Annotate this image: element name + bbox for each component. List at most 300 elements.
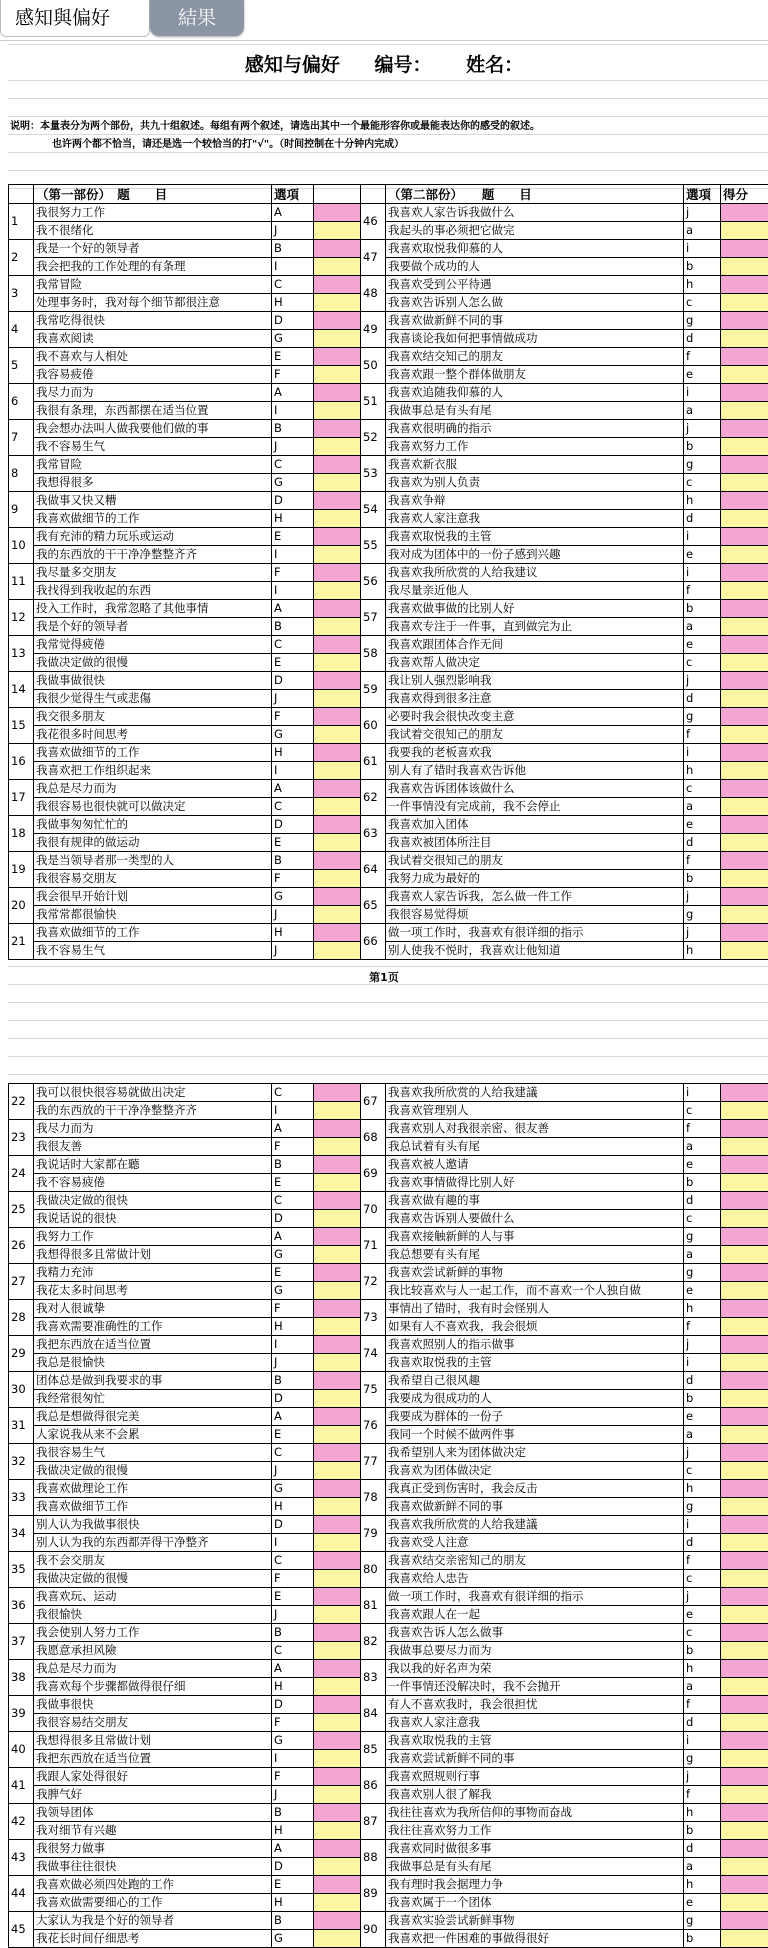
answer-cell[interactable] [721,780,768,798]
answer-cell[interactable] [721,1696,768,1714]
question-number: 31 [9,1408,34,1444]
answer-cell[interactable] [721,1822,768,1840]
answer-cell[interactable] [721,852,768,870]
answer-cell[interactable] [314,1480,361,1498]
answer-cell[interactable] [721,924,768,942]
option-code: a [684,1426,721,1444]
answer-cell[interactable] [314,924,361,942]
option-code: G [272,1732,314,1750]
answer-cell[interactable] [314,1732,361,1750]
option-code: e [684,816,721,834]
answer-cell[interactable] [314,1588,361,1606]
answer-cell[interactable] [314,1696,361,1714]
statement-d: 我喜欢努力工作 [386,438,684,456]
answer-cell[interactable] [314,420,361,438]
answer-cell[interactable] [721,1858,768,1876]
question-row [9,1930,768,1948]
answer-cell[interactable] [721,1444,768,1462]
answer-cell[interactable] [314,312,361,330]
answer-cell[interactable] [314,816,361,834]
answer-cell[interactable] [314,204,361,222]
answer-cell[interactable] [721,1318,768,1336]
answer-cell[interactable] [721,1714,768,1732]
answer-cell[interactable] [314,744,361,762]
answer-cell[interactable] [721,1624,768,1642]
question-number: 3 [9,276,34,312]
question-number: 9 [9,492,34,528]
answer-cell[interactable] [314,1912,361,1930]
answer-cell[interactable] [314,1390,361,1408]
answer-cell[interactable] [314,564,361,582]
option-code: H [272,1498,314,1516]
answer-cell[interactable] [721,1102,768,1120]
question-number: 77 [361,1444,386,1480]
option-code: B [272,1372,314,1390]
statement-d: 我喜谈论我如何把事情做成功 [386,330,684,348]
answer-cell[interactable] [721,456,768,474]
answer-cell[interactable] [721,888,768,906]
answer-cell[interactable] [721,1192,768,1210]
answer-cell[interactable] [314,1156,361,1174]
option-code: f [684,582,721,600]
answer-cell[interactable] [314,1876,361,1894]
option-code: h [684,942,721,960]
question-number: 23 [9,1120,34,1156]
statement-a: 我常觉得疲倦 [34,636,272,654]
answer-cell[interactable] [314,1300,361,1318]
statement-a: 我把东西放在适当位置 [34,1336,272,1354]
question-row [9,690,768,708]
question-number: 82 [361,1624,386,1660]
question-number: 63 [361,816,386,852]
answer-cell[interactable] [314,1858,361,1876]
option-code: c [684,780,721,798]
question-number: 66 [361,924,386,960]
question-row [9,582,768,600]
statement-b: 我脾气好 [34,1786,272,1804]
answer-cell[interactable] [721,654,768,672]
answer-cell[interactable] [314,1228,361,1246]
answer-cell[interactable] [314,1660,361,1678]
question-row [9,1480,768,1498]
answer-cell[interactable] [314,1516,361,1534]
statement-a: 我很努力做事 [34,1840,272,1858]
question-row [9,1534,768,1552]
answer-cell[interactable] [721,1678,768,1696]
instructions-line2: 也许两个都不恰当，请还是选一个较恰当的打"√"。（时间控制在十分钟内完成） [52,135,404,150]
answer-cell[interactable] [314,402,361,420]
answer-cell[interactable] [721,1174,768,1192]
answer-cell[interactable] [314,1174,361,1192]
answer-cell[interactable] [314,654,361,672]
answer-cell[interactable] [314,1750,361,1768]
header-part2: （第二部份） 题 目 [386,185,684,204]
answer-cell[interactable] [314,618,361,636]
answer-cell[interactable] [314,708,361,726]
answer-cell[interactable] [314,294,361,312]
answer-cell[interactable] [314,1930,361,1948]
answer-cell[interactable] [314,1642,361,1660]
statement-a: 我有充沛的精力玩乐或运动 [34,528,272,546]
answer-cell[interactable] [721,1516,768,1534]
answer-cell[interactable] [314,636,361,654]
answer-cell[interactable] [314,1444,361,1462]
answer-cell[interactable] [314,1102,361,1120]
answer-cell[interactable] [314,438,361,456]
answer-cell[interactable] [314,510,361,528]
option-code: G [272,726,314,744]
statement-b: 我愿意承担风險 [34,1642,272,1660]
option-code: d [684,834,721,852]
question-number: 38 [9,1660,34,1696]
answer-cell[interactable] [314,1678,361,1696]
option-code: B [272,420,314,438]
answer-cell[interactable] [721,1210,768,1228]
answer-cell[interactable] [314,1120,361,1138]
statement-b: 我不容易疲倦 [34,1174,272,1192]
answer-cell[interactable] [314,1282,361,1300]
answer-cell[interactable] [721,1426,768,1444]
answer-cell[interactable] [721,672,768,690]
tab-perception-preference[interactable]: 感知與偏好 [0,0,150,37]
question-row [9,492,768,510]
statement-d: 我试着交很知己的朋友 [386,726,684,744]
question-row [9,1732,768,1750]
statement-c: 我喜欢争辩 [386,492,684,510]
instructions-line1: 说明：本量表分为两个部份，共九十组叙述。每组有两个叙述，请选出其中一个最能形容你或最能表达你的感受的叙述。 [10,117,540,132]
answer-cell[interactable] [314,1534,361,1552]
answer-cell[interactable] [721,816,768,834]
answer-cell[interactable] [314,474,361,492]
statement-a: 我会想办法叫人做我要他们做的事 [34,420,272,438]
option-code: a [684,402,721,420]
answer-cell[interactable] [314,1246,361,1264]
answer-cell[interactable] [721,1750,768,1768]
answer-cell[interactable] [314,942,361,960]
answer-cell[interactable] [721,312,768,330]
answer-cell[interactable] [314,852,361,870]
option-code: b [684,1390,721,1408]
answer-cell[interactable] [314,240,361,258]
option-code: j [684,204,721,222]
answer-cell[interactable] [721,906,768,924]
answer-cell[interactable] [314,834,361,852]
statement-d: 我比较喜欢与人一起工作，而不喜欢一个人独自做 [386,1282,684,1300]
option-code: g [684,1912,721,1930]
option-code: D [272,492,314,510]
answer-cell[interactable] [314,1606,361,1624]
statement-c: 我喜欢告诉团体该做什么 [386,780,684,798]
answer-cell[interactable] [721,510,768,528]
statement-d: 我喜欢事情做得比别人好 [386,1174,684,1192]
answer-cell[interactable] [721,1138,768,1156]
option-code: d [684,690,721,708]
answer-cell[interactable] [721,492,768,510]
answer-cell[interactable] [314,1840,361,1858]
answer-cell[interactable] [314,1822,361,1840]
answer-cell[interactable] [721,1534,768,1552]
question-number: 44 [9,1876,34,1912]
statement-b: 我很有条理，东西都摆在适当位置 [34,402,272,420]
answer-cell[interactable] [314,1894,361,1912]
answer-cell[interactable] [314,1552,361,1570]
answer-cell[interactable] [721,798,768,816]
question-number: 15 [9,708,34,744]
answer-cell[interactable] [721,690,768,708]
option-code: c [684,654,721,672]
answer-cell[interactable] [721,1480,768,1498]
answer-cell[interactable] [314,582,361,600]
answer-cell[interactable] [721,528,768,546]
option-code: I [272,1534,314,1552]
answer-cell[interactable] [314,456,361,474]
answer-cell[interactable] [314,1498,361,1516]
answer-cell[interactable] [721,1876,768,1894]
answer-cell[interactable] [721,1642,768,1660]
statement-d: 我喜欢人家注意我 [386,510,684,528]
answer-cell[interactable] [314,276,361,294]
answer-cell[interactable] [721,276,768,294]
answer-cell[interactable] [314,1768,361,1786]
answer-cell[interactable] [314,906,361,924]
answer-cell[interactable] [721,1588,768,1606]
answer-cell[interactable] [721,1408,768,1426]
option-code: e [684,1156,721,1174]
statement-c: 我喜欢结交知己的朋友 [386,348,684,366]
option-code: F [272,1714,314,1732]
answer-cell[interactable] [721,1264,768,1282]
answer-cell[interactable] [721,1606,768,1624]
statement-a: 我是一个好的领导者 [34,240,272,258]
answer-cell[interactable] [721,1282,768,1300]
answer-cell[interactable] [721,582,768,600]
option-code: d [684,1372,721,1390]
answer-cell[interactable] [721,366,768,384]
answer-cell[interactable] [721,870,768,888]
answer-cell[interactable] [314,798,361,816]
answer-cell[interactable] [721,1300,768,1318]
answer-cell[interactable] [314,1210,361,1228]
form-title-row [0,50,768,80]
answer-cell[interactable] [721,240,768,258]
answer-cell[interactable] [721,1390,768,1408]
answer-cell[interactable] [721,618,768,636]
answer-cell[interactable] [721,726,768,744]
answer-cell[interactable] [721,1768,768,1786]
question-row [9,1264,768,1282]
option-code: d [684,510,721,528]
answer-cell[interactable] [721,1804,768,1822]
statement-c: 事情出了错时，我有时会怪别人 [386,1300,684,1318]
answer-cell[interactable] [721,1156,768,1174]
statement-c: 我喜欢取悦我的主管 [386,1732,684,1750]
answer-cell[interactable] [721,600,768,618]
answer-cell[interactable] [314,1354,361,1372]
answer-cell[interactable] [314,546,361,564]
statement-c: 我喜欢跟团体合作无间 [386,636,684,654]
answer-cell[interactable] [721,762,768,780]
question-number: 11 [9,564,34,600]
statement-b: 处理事务时，我对每个细节都很注意 [34,294,272,312]
answer-cell[interactable] [314,1318,361,1336]
statement-b: 我很容易交朋友 [34,870,272,888]
answer-cell[interactable] [721,330,768,348]
question-number: 22 [9,1084,34,1120]
answer-cell[interactable] [721,1786,768,1804]
answer-cell[interactable] [314,1336,361,1354]
option-code: c [684,474,721,492]
answer-cell[interactable] [721,1930,768,1948]
answer-cell[interactable] [721,744,768,762]
answer-cell[interactable] [721,1732,768,1750]
question-number: 67 [361,1084,386,1120]
answer-cell[interactable] [314,366,361,384]
statement-b: 我花长时间仔细思考 [34,1930,272,1948]
answer-cell[interactable] [314,726,361,744]
answer-cell[interactable] [314,870,361,888]
question-row [9,1318,768,1336]
answer-cell[interactable] [721,402,768,420]
statement-d: 一件事情还没解决时，我不会抛开 [386,1678,684,1696]
answer-cell[interactable] [721,348,768,366]
answer-cell[interactable] [314,348,361,366]
option-code: B [272,1624,314,1642]
question-number: 34 [9,1516,34,1552]
answer-cell[interactable] [721,1246,768,1264]
question-number: 83 [361,1660,386,1696]
answer-cell[interactable] [721,1912,768,1930]
answer-cell[interactable] [721,1462,768,1480]
question-number: 73 [361,1300,386,1336]
answer-cell[interactable] [314,780,361,798]
answer-cell[interactable] [721,474,768,492]
answer-cell[interactable] [721,1228,768,1246]
answer-cell[interactable] [721,1336,768,1354]
answer-cell[interactable] [314,1138,361,1156]
answer-cell[interactable] [721,294,768,312]
answer-cell[interactable] [314,1426,361,1444]
option-code: A [272,384,314,402]
question-number: 65 [361,888,386,924]
answer-cell[interactable] [721,1552,768,1570]
answer-cell[interactable] [721,708,768,726]
answer-cell[interactable] [314,690,361,708]
answer-cell[interactable] [314,1372,361,1390]
statement-d: 我喜欢把一件困难的事做得很好 [386,1930,684,1948]
answer-cell[interactable] [314,1714,361,1732]
answer-cell[interactable] [314,1786,361,1804]
question-row [9,636,768,654]
question-row [9,1696,768,1714]
answer-cell[interactable] [721,1570,768,1588]
option-code: c [684,294,721,312]
answer-cell[interactable] [721,1372,768,1390]
answer-cell[interactable] [721,1120,768,1138]
answer-cell[interactable] [721,1894,768,1912]
option-code: F [272,564,314,582]
question-number: 51 [361,384,386,420]
answer-cell[interactable] [314,258,361,276]
statement-c: 我喜欢加入团体 [386,816,684,834]
option-code: i [684,1516,721,1534]
answer-cell[interactable] [314,1084,361,1102]
answer-cell[interactable] [314,672,361,690]
statement-a: 我常吃得很快 [34,312,272,330]
option-code: E [272,834,314,852]
answer-cell[interactable] [721,1660,768,1678]
option-code: F [272,708,314,726]
answer-cell[interactable] [314,330,361,348]
questionnaire-table-page2 [8,1083,768,1948]
answer-cell[interactable] [314,1264,361,1282]
answer-cell[interactable] [721,546,768,564]
answer-cell[interactable] [721,258,768,276]
answer-cell[interactable] [314,492,361,510]
statement-c: 我喜欢我所欣赏的人给我建议 [386,564,684,582]
answer-cell[interactable] [721,1084,768,1102]
answer-cell[interactable] [314,1462,361,1480]
answer-cell[interactable] [314,528,361,546]
answer-cell[interactable] [721,636,768,654]
option-code: i [684,384,721,402]
option-code: a [684,1678,721,1696]
statement-c: 我喜欢受到公平待遇 [386,276,684,294]
option-code: j [684,672,721,690]
answer-cell[interactable] [721,420,768,438]
statement-c: 我喜欢新衣服 [386,456,684,474]
answer-cell[interactable] [721,564,768,582]
question-number: 6 [9,384,34,420]
answer-cell[interactable] [721,1354,768,1372]
answer-cell[interactable] [314,1804,361,1822]
question-number: 19 [9,852,34,888]
answer-cell[interactable] [721,222,768,240]
answer-cell[interactable] [721,204,768,222]
answer-cell[interactable] [314,1570,361,1588]
statement-a: 我做事做很快 [34,672,272,690]
tab-results[interactable]: 結果 [150,0,244,36]
answer-cell[interactable] [314,888,361,906]
answer-cell[interactable] [314,1408,361,1426]
answer-cell[interactable] [721,1498,768,1516]
statement-c: 我要我的老板喜欢我 [386,744,684,762]
question-number: 54 [361,492,386,528]
option-code: f [684,726,721,744]
statement-c: 我喜欢告诉人怎么做事 [386,1624,684,1642]
answer-cell[interactable] [721,1840,768,1858]
option-code: I [272,402,314,420]
answer-cell[interactable] [721,942,768,960]
answer-cell[interactable] [721,438,768,456]
header-blank [9,185,34,204]
answer-cell[interactable] [314,762,361,780]
answer-cell[interactable] [314,222,361,240]
option-code: c [684,1624,721,1642]
answer-cell[interactable] [314,384,361,402]
option-code: A [272,1840,314,1858]
option-code: H [272,1318,314,1336]
option-code: G [272,1480,314,1498]
answer-cell[interactable] [721,834,768,852]
answer-cell[interactable] [314,1192,361,1210]
option-code: H [272,1822,314,1840]
answer-cell[interactable] [721,384,768,402]
answer-cell[interactable] [314,600,361,618]
question-number: 17 [9,780,34,816]
statement-d: 我要做个成功的人 [386,258,684,276]
option-code: i [684,240,721,258]
answer-cell[interactable] [314,1624,361,1642]
